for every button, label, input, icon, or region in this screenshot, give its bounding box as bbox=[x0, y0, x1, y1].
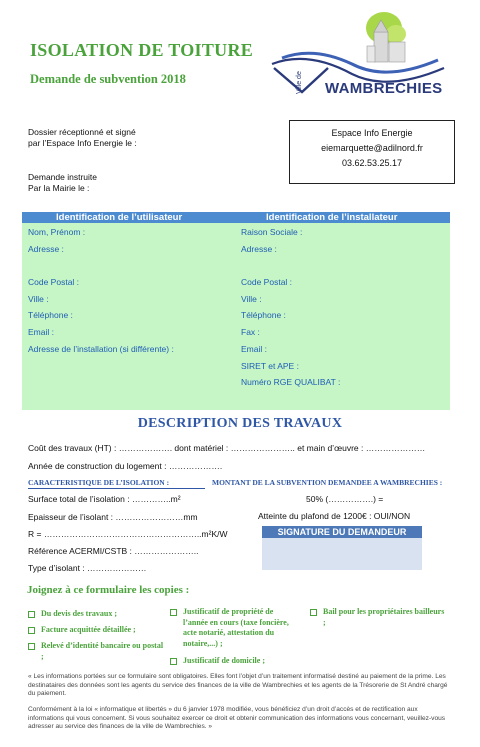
logo-small-text: Ville de bbox=[296, 71, 303, 94]
percent-line[interactable]: 50% (…………….) = bbox=[306, 494, 384, 504]
attachment-facture: Facture acquittée détaillée ; bbox=[41, 625, 136, 634]
page-title: ISOLATION DE TOITURE bbox=[30, 40, 254, 60]
user-field-email[interactable]: Email : bbox=[28, 327, 54, 337]
reference-line[interactable]: Référence ACERMI/CSTB : ………………….. bbox=[28, 546, 199, 556]
checkbox-domicile[interactable] bbox=[170, 658, 177, 665]
installer-field-company[interactable]: Raison Sociale : bbox=[241, 227, 303, 237]
installer-field-postal[interactable]: Code Postal : bbox=[241, 277, 293, 287]
dossier-line-1: Dossier réceptionné et signé bbox=[28, 127, 136, 137]
signature-field[interactable] bbox=[262, 538, 422, 570]
installer-header: Identification de l’installateur bbox=[266, 212, 398, 223]
installer-field-phone[interactable]: Téléphone : bbox=[241, 310, 286, 320]
contact-name: Espace Info Energie bbox=[331, 128, 413, 138]
checkbox-devis[interactable] bbox=[28, 611, 35, 618]
user-header: Identification de l’utilisateur bbox=[56, 212, 183, 223]
identification-panel bbox=[22, 212, 450, 410]
footer-paragraph-1: « Les informations portées sur ce formulaire sont obligatoires. Elles font l’objet d’un traitement informatisé destiné au paiement de la prime. Les destinataires des données sont les agents du service des finances de la ville de Wambrechies et les agents de la Trésorerie de St André chargé du paiement. bbox=[28, 673, 448, 697]
user-field-install-address[interactable]: Adresse de l’installation (si différente) : bbox=[28, 344, 174, 354]
surface-line[interactable]: Surface total de l’isolation : …………..m² bbox=[28, 494, 181, 504]
page-subtitle: Demande de subvention 2018 bbox=[30, 72, 186, 86]
thickness-line[interactable]: Epaisseur de l’isolant : ……………………mm bbox=[28, 512, 198, 522]
logo-name: WAMBRECHIES bbox=[325, 80, 443, 97]
insulation-header-rule bbox=[28, 488, 205, 489]
checkbox-facture[interactable] bbox=[28, 627, 35, 634]
installer-field-address[interactable]: Adresse : bbox=[241, 244, 277, 254]
installer-field-email[interactable]: Email : bbox=[241, 344, 267, 354]
attachment-rib: Relevé d’identité bancaire ou postal ; bbox=[41, 641, 164, 661]
r-value-line[interactable]: R = ………………………………………………..m²K/W bbox=[28, 529, 228, 539]
contact-email: eiemarquette@adilnord.fr bbox=[321, 143, 423, 153]
attachment-devis: Du devis des travaux ; bbox=[41, 609, 118, 618]
checkbox-bail[interactable] bbox=[310, 609, 317, 616]
attachment-propriete: Justificatif de propriété de l’année en cours (taxe foncière, acte notarié, attestation du notaire,...) ; bbox=[183, 607, 289, 648]
user-field-phone[interactable]: Téléphone : bbox=[28, 310, 73, 320]
user-field-name[interactable]: Nom, Prénom : bbox=[28, 227, 86, 237]
installer-field-rge[interactable]: Numéro RGE QUALIBAT : bbox=[241, 377, 341, 387]
ceiling-line[interactable]: Atteinte du plafond de 1200€ : OUI/NON bbox=[258, 511, 411, 521]
attachment-bail: Bail pour les propriétaires bailleurs ; bbox=[323, 607, 445, 627]
footer-paragraph-2: Conformément à la loi « informatique et libertés » du 6 janvier 1978 modifiée, vous bénéficiez d’un droit d’accès et de rectification aux informations qui vous concernent. Si vous souhaitez exercer ce droit et obtenir communication des informations vous concernant, veuillez-vous adresser au service des finances de la ville de Wambrechies. » bbox=[28, 706, 446, 730]
insulation-header: CARACTERISTIQUE DE L’ISOLATION : bbox=[28, 478, 170, 487]
user-field-city[interactable]: Ville : bbox=[28, 294, 49, 304]
type-line[interactable]: Type d’isolant : ………………… bbox=[28, 563, 147, 573]
checkbox-propriete[interactable] bbox=[170, 609, 177, 616]
user-field-postal[interactable]: Code Postal : bbox=[28, 277, 80, 287]
contact-box bbox=[289, 120, 455, 184]
installer-field-siret[interactable]: SIRET et APE : bbox=[241, 361, 299, 371]
checkbox-rib[interactable] bbox=[28, 643, 35, 650]
attachment-domicile: Justificatif de domicile ; bbox=[183, 656, 265, 665]
user-field-address[interactable]: Adresse : bbox=[28, 244, 64, 254]
attachments-title: Joignez à ce formulaire les copies : bbox=[27, 584, 190, 596]
installer-field-city[interactable]: Ville : bbox=[241, 294, 262, 304]
dossier-line-2: par l’Espace Info Energie le : bbox=[28, 138, 137, 148]
signature-header: SIGNATURE DU DEMANDEUR bbox=[262, 526, 422, 538]
installer-field-fax[interactable]: Fax : bbox=[241, 327, 260, 337]
mairie-line-2: Par la Mairie le : bbox=[28, 183, 90, 193]
works-title: DESCRIPTION DES TRAVAUX bbox=[137, 416, 343, 431]
contact-phone: 03.62.53.25.17 bbox=[341, 158, 403, 168]
mairie-line-1: Demande instruite bbox=[28, 172, 97, 182]
works-cost-line[interactable]: Coût des travaux (HT) : ………………. dont matériel : ………………….. et main d’œuvre : ………………… bbox=[28, 443, 426, 453]
works-year-line[interactable]: Année de construction du logement : ………………. bbox=[28, 461, 223, 471]
subsidy-header: MONTANT DE LA SUBVENTION DEMANDEE A WAMBRECHIES : bbox=[212, 478, 443, 487]
